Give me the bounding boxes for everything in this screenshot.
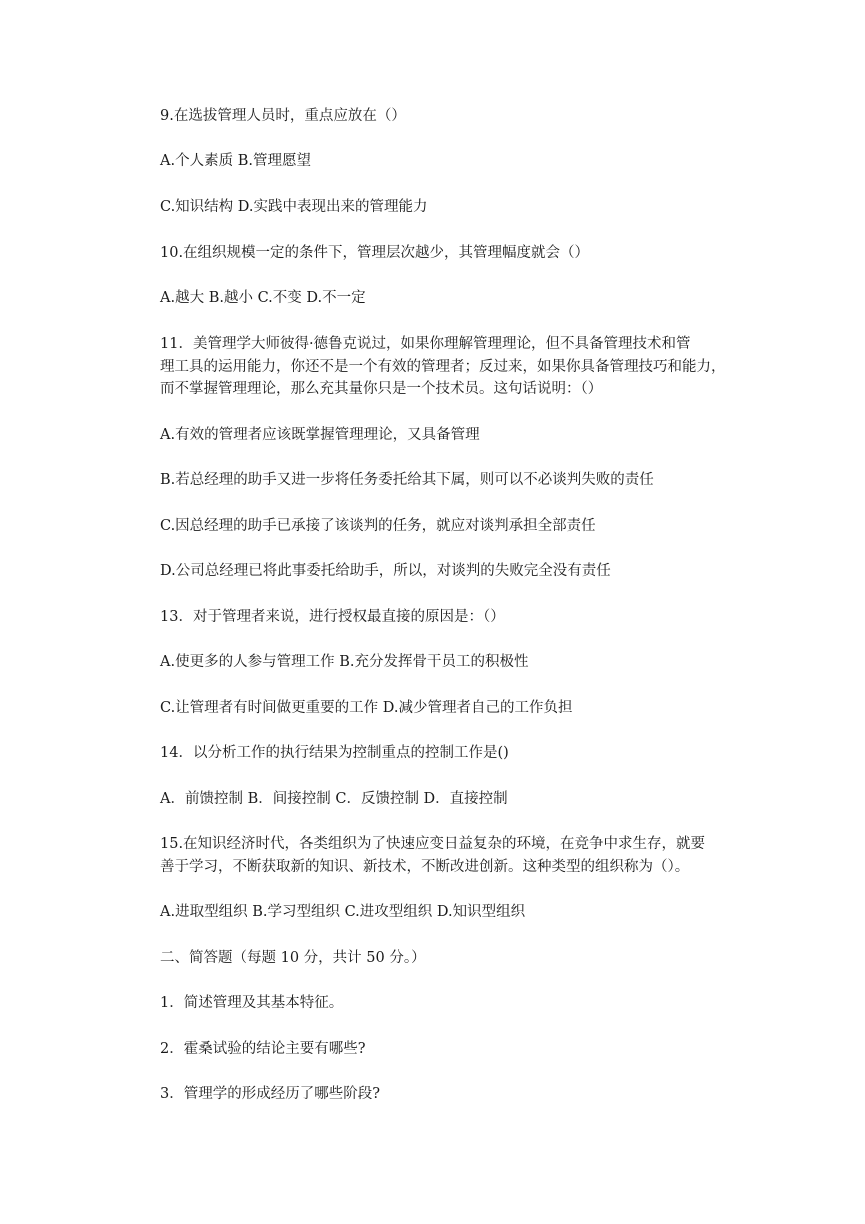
short-answer-1: 1．简述管理及其基本特征。 [160,995,344,1011]
question-15-options: A.进取型组织 B.学习型组织 C.进攻型组织 D.知识型组织 [160,904,526,920]
question-15 [160,833,740,878]
answer-option-a: A.有效的管理者应该既掌握管理理论，又具备管理 [160,427,480,443]
section-heading-short-answer: 二、简答题（每题 10 分，共计 50 分。） [160,950,426,966]
question-10: 10.在组织规模一定的条件下，管理层次越少，其管理幅度就会（） [160,245,590,261]
question-11-line-3: 而不掌握管理理论，那么充其量你只是一个技术员。这句话说明：（） [160,381,603,397]
answer-option-c: C.因总经理的助手已承接了该谈判的任务，就应对谈判承担全部责任 [160,518,596,534]
question-13-options-cd: C.让管理者有时间做更重要的工作 D.减少管理者自己的工作负担 [160,700,573,716]
question-11-line-2: 理工具的运用能力，你还不是一个有效的管理者；反过来，如果你具备管理技巧和能力， [160,358,726,375]
answer-option-d: D.公司总经理已将此事委托给助手，所以，对谈判的失败完全没有责任 [160,563,611,579]
question-13-options-ab: A.使更多的人参与管理工作 B.充分发挥骨干员工的积极性 [160,654,529,670]
question-10-options: A.越大 B.越小 C.不变 D.不一定 [160,290,366,306]
question-15-line-2: 善于学习，不断获取新的知识、新技术，不断改进创新。这种类型的组织称为（）。 [160,858,690,875]
short-answer-3: 3．管理学的形成经历了哪些阶段? [160,1086,380,1102]
question-15-line-1: 15.在知识经济时代，各类组织为了快速应变日益复杂的环境，在竞争中求生存，就要 [160,836,706,852]
question-9: 9.在选拔管理人员时，重点应放在（） [160,108,406,124]
question-9-options-cd: C.知识结构 D.实践中表现出来的管理能力 [160,199,428,215]
question-14: 14．以分析工作的执行结果为控制重点的控制工作是() [160,745,509,761]
question-11-line-1: 11．美管理学大师彼得·德鲁克说过，如果你理解管理理论，但不具备管理技术和管 [160,336,691,352]
question-13: 13．对于管理者来说，进行授权最直接的原因是：（） [160,609,505,625]
answer-option-b: B.若总经理的助手又进一步将任务委托给其下属，则可以不必谈判失败的责任 [160,472,654,488]
short-answer-2: 2．霍桑试验的结论主要有哪些? [160,1041,366,1057]
question-14-options: A．前馈控制 B．间接控制 C．反馈控制 D．直接控制 [160,791,508,807]
question-11 [160,333,740,401]
question-9-options-ab: A.个人素质 B.管理愿望 [160,153,311,169]
